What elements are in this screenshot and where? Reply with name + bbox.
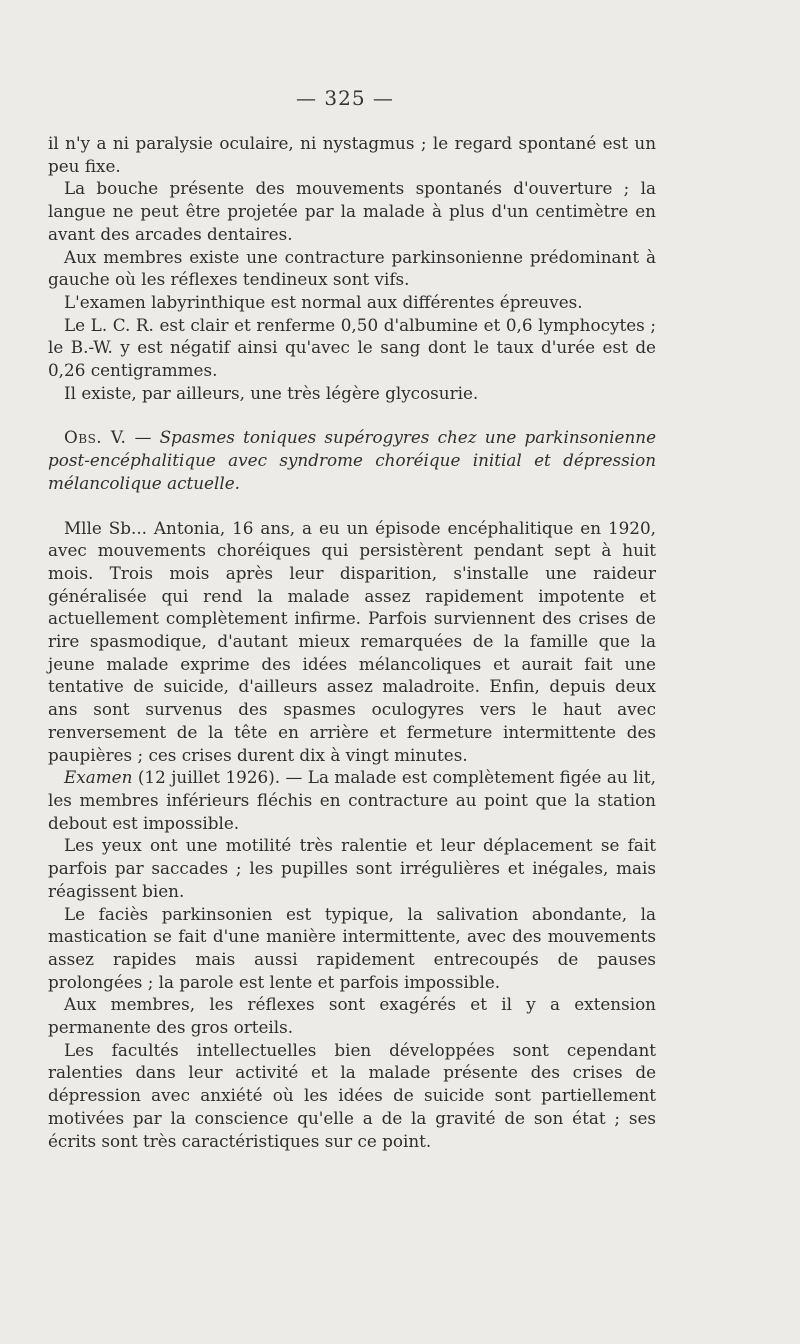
page-number: — 325 — [296,86,394,110]
observation-dash: — [126,427,160,448]
observation-heading [48,426,656,494]
paragraph: Le L. C. R. est clair et renferme 0,50 d'albumine et 0,6 lymphocytes ; le B.-W. y est négatif ainsi qu'avec le sang dont le taux d'urée est de 0,26 centigrammes. [48,314,656,381]
paragraph: Les facultés intellectuelles bien développées sont cependant ralenties dans leur activité et la malade présente des crises de dépression avec anxiété où les idées de suicide sont partiellement motivées par la conscience qu'elle a de la gravité de son état ; ses écrits sont très caractéristiques sur ce point. [48,1039,656,1151]
observation-title: Spasmes toniques supérogyres chez une parkinsonienne post-encéphalitique avec syndrome choréique initial et dépression mélancolique actuelle. [48,427,657,493]
exam-label: Examen [64,767,133,788]
observation-label: Obs. V. [64,427,127,448]
paragraph: Aux membres existe une contracture parkinsonienne prédominant à gauche où les réflexes tendineux sont vifs. [48,246,656,290]
paragraph: Mlle Sb... Antonia, 16 ans, a eu un épisode encéphalitique en 1920, avec mouvements choréiques qui persistèrent pendant sept à huit mois. Trois mois après leur disparition, s'installe une raideur généralisée qui rend la malade assez rapidement impotente et actuellement complètement infirme. Parfois surviennent des crises de rire spasmodique, d'autant mieux remarquées de la famille que la jeune malade exprime des idées mélancoliques et aurait fait une tentative de suicide, d'ailleurs assez maladroite. Enfin, depuis deux ans sont survenus des spasmes oculogyres vers le haut avec renversement de la tête en arrière et fermeture intermittente des paupières ; ces crises durent dix à vingt minutes. [48,517,656,765]
paragraph: Il existe, par ailleurs, une très légère glycosurie. [64,382,479,403]
paragraph: La bouche présente des mouvements spontanés d'ouverture ; la langue ne peut être projetée par la malade à plus d'un centimètre en avant des arcades dentaires. [48,178,656,244]
exam-paragraph [48,766,656,834]
paragraph: Les yeux ont une motilité très ralentie et leur déplacement se fait parfois par saccades ; les pupilles sont irrégulières et inégales, mais réagissent bien. [48,835,656,901]
exam-text: (12 juillet 1926). — La malade est complètement figée au lit, les membres inférieurs fléchis en contracture au point que la station debout est impossible. [48,767,656,833]
paragraph: il n'y a ni paralysie oculaire, ni nystagmus ; le regard spontané est un peu fixe. [48,133,656,176]
body-text [48,132,656,1152]
paragraph: Aux membres, les réflexes sont exagérés et il y a extension permanente des gros orteils. [48,994,656,1038]
paragraph: Le faciès parkinsonien est typique, la salivation abondante, la mastication se fait d'une manière intermittente, avec des mouvements assez rapides mais aussi rapidement entrecoupés de pauses prolongées ; la parole est lente et parfois impossible. [48,903,656,992]
paragraph: L'examen labyrinthique est normal aux différentes épreuves. [64,291,583,312]
